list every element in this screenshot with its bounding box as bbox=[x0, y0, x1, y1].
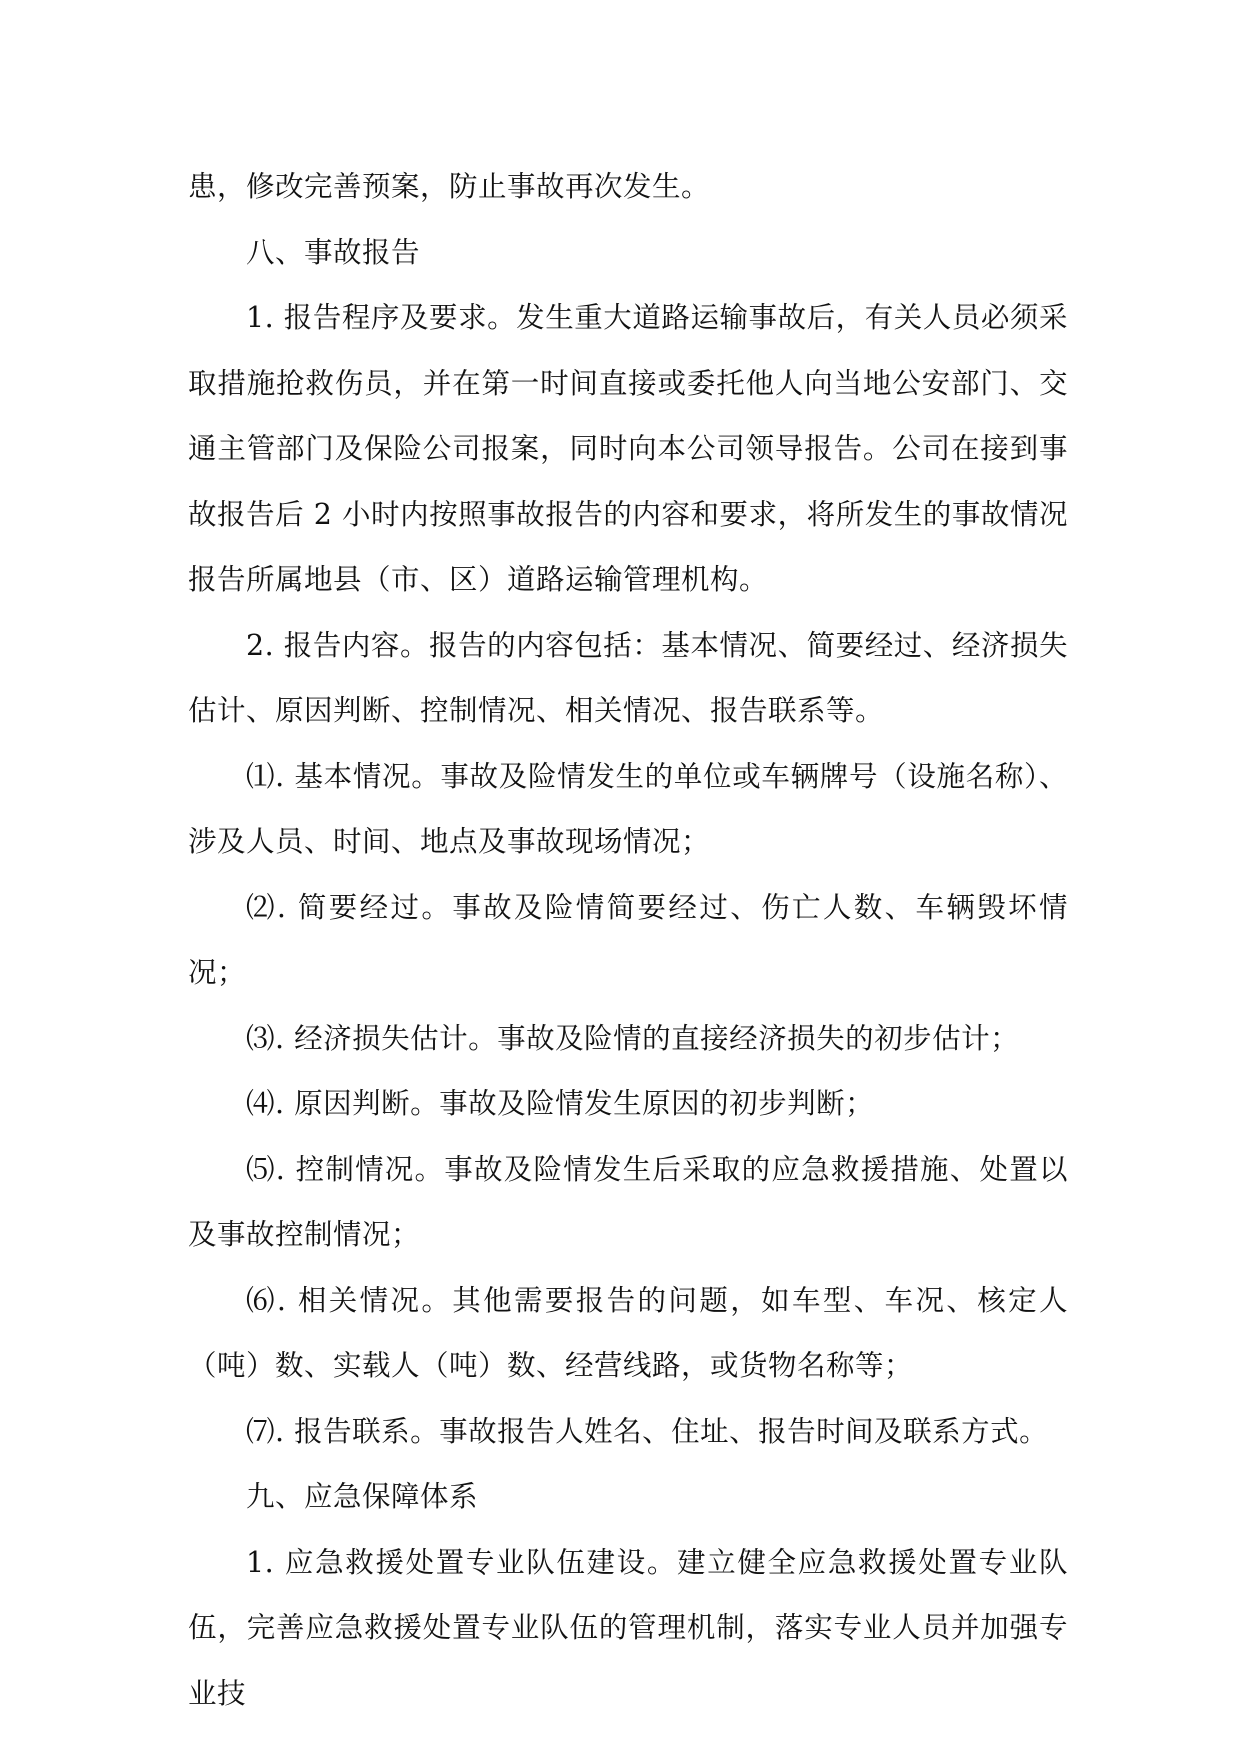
list-item-report-contact: ⑺. 报告联系。事故报告人姓名、住址、报告时间及联系方式。 bbox=[246, 1414, 1049, 1448]
list-item-control-situation: ⑸. 控制情况。事故及险情发生后采取的应急救援措施、处置以及事故控制情况； bbox=[188, 1152, 1068, 1251]
section-heading-emergency-support: 九、应急保障体系 bbox=[246, 1480, 479, 1513]
list-item-brief-process: ⑵. 简要经过。事故及险情简要经过、伤亡人数、车辆毁坏情况； bbox=[188, 890, 1068, 989]
section-heading-accident-report: 八、事故报告 bbox=[246, 235, 421, 269]
paragraph-report-content: 2. 报告内容。报告的内容包括：基本情况、简要经过、经济损失估计、原因判断、控制情况、相关情况、报告联系等。 bbox=[188, 628, 1068, 727]
list-item-economic-loss: ⑶. 经济损失估计。事故及险情的直接经济损失的初步估计； bbox=[246, 1021, 1020, 1055]
list-item-cause-judgment: ⑷. 原因判断。事故及险情发生原因的初步判断； bbox=[246, 1087, 875, 1120]
list-item-basic-situation: ⑴. 基本情况。事故及险情发生的单位或车辆牌号（设施名称）、涉及人员、时间、地点及事故现场情况； bbox=[188, 759, 1068, 858]
paragraph-report-procedure: 1. 报告程序及要求。发生重大道路运输事故后，有关人员必须采取措施抢救伤员，并在第一时间直接或委托他人向当地公安部门、交通主管部门及保险公司报案，同时向本公司领导报告。公司在接到事故报告后 2 小时内按照事故报告的内容和要求，将所发生的事故情况报告所属地县（市、区）道路运输管理机构。 bbox=[188, 301, 1068, 596]
paragraph-continuation: 患，修改完善预案，防止事故再次发生。 bbox=[188, 170, 711, 203]
document-body bbox=[188, 154, 1068, 1726]
paragraph-team-building: 1. 应急救援处置专业队伍建设。建立健全应急救援处置专业队伍，完善应急救援处置专业队伍的管理机制，落实专业人员并加强专业技 bbox=[188, 1545, 1068, 1710]
list-item-related-situation: ⑹. 相关情况。其他需要报告的问题，如车型、车况、核定人（吨）数、实载人（吨）数、经营线路，或货物名称等； bbox=[188, 1283, 1068, 1382]
